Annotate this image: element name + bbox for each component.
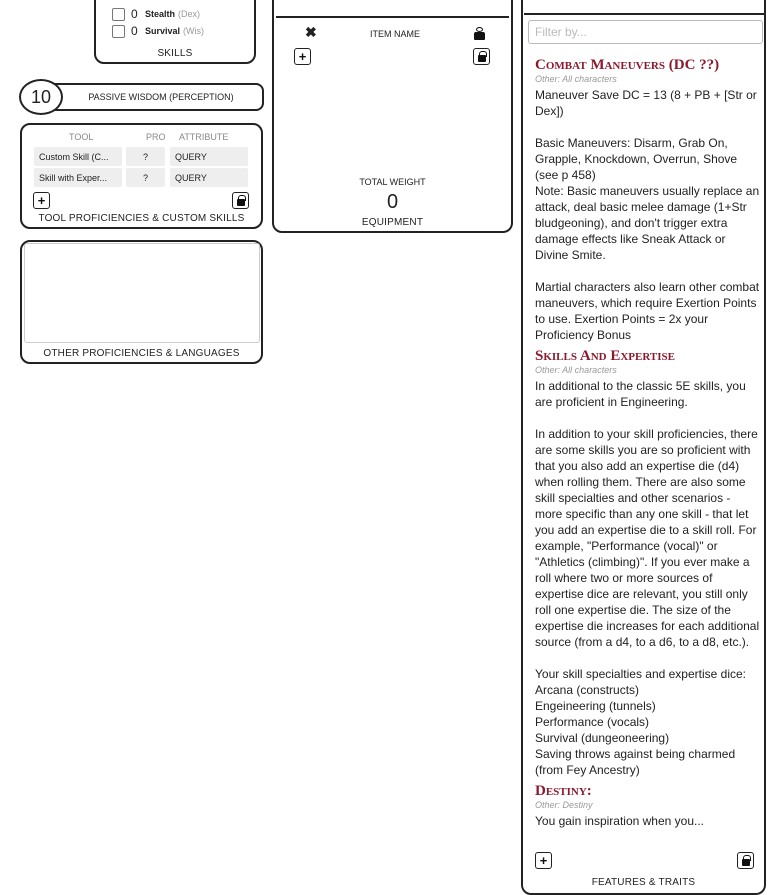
pro-column-header: PRO [146, 132, 166, 142]
feature-description: You gain inspiration when you... [535, 814, 705, 828]
lock-tools-button[interactable] [232, 192, 249, 209]
equipment-caption: EQUIPMENT [361, 217, 424, 228]
lock-features-button[interactable] [737, 852, 754, 869]
features-filter-input[interactable]: Filter by... [528, 20, 763, 44]
attribute-column-header: ATTRIBUTE [179, 132, 229, 142]
tool-attribute-cell[interactable]: QUERY [170, 147, 248, 166]
feature-item [535, 347, 761, 778]
skills-caption: SKILLS [157, 48, 193, 59]
feature-source: Other: All characters [535, 74, 617, 84]
feature-description: In additional to the classic 5E skills, you are proficient in Engineering. In addition to your skill proficiencies, there are some skills you are so proficient with that you also add an expertise die (d4) when rolling them. There are also some skill specialties and other scenarios - more specific than any one skill - that let you add an expertise die to a skill roll. For example, "Performance (vocal)" or "Athletics (climbing)". If you ever make a roll where two or more sources of expertise dice are relevant, you still only roll one expertise die. The size of the expertise die increases for each additional source (from a d4, to a d6, to a d8, etc.). Your skill specialties and expertise dice: Arcana (constructs) Engeineering (tunnels) Performance (vocals) Survival (dungeoneering) Saving throws against being charmed (from Fey Ancestry) [535, 379, 760, 777]
skill-attribute: (Dex) [178, 9, 201, 19]
tool-proficiencies-caption: TOOL PROFICIENCIES & CUSTOM SKILLS [38, 213, 245, 224]
lock-equipment-button[interactable] [473, 48, 490, 65]
skill-row-survival [112, 24, 204, 38]
features-top-divider [524, 13, 764, 15]
feature-item [535, 782, 761, 829]
skill-proficiency-checkbox[interactable] [112, 25, 125, 38]
tool-name-cell[interactable]: Custom Skill (C... [34, 147, 122, 166]
features-caption: FEATURES & TRAITS [591, 877, 696, 888]
feature-title[interactable]: Combat Maneuvers (DC ??) [535, 57, 720, 73]
feature-description: Maneuver Save DC = 13 (8 + PB + [Str or Dex]) Basic Maneuvers: Disarm, Grab On, Grapple, Knockdown, Overrun, Shove (see p 458) Note: Basic maneuvers usually replace an attack, deal basic melee damage (1+Str bludgeoning), and don't trigger extra damage effects like Sneak Attack or Divine Smite. Martial characters also learn other combat maneuvers, which require Exertion Points to use. Exertion Points = 2x your Proficiency Bonus [535, 88, 760, 342]
tool-attribute-cell[interactable]: QUERY [170, 168, 248, 187]
passive-wisdom-label: PASSIVE WISDOM (PERCEPTION) [48, 83, 264, 111]
skill-row-stealth [112, 7, 200, 21]
skill-value: 0 [131, 24, 138, 38]
total-weight-value: 0 [386, 191, 399, 213]
skill-value: 0 [131, 7, 138, 21]
item-name-header: ITEM NAME [370, 29, 421, 39]
add-item-button[interactable]: + [294, 48, 311, 65]
features-list [535, 52, 761, 829]
tool-pro-cell[interactable]: ? [126, 168, 165, 187]
passive-wisdom-value: 10 [19, 79, 63, 115]
total-weight-label: TOTAL WEIGHT [359, 177, 426, 187]
tool-name-cell[interactable]: Skill with Exper... [34, 168, 122, 187]
delete-column-icon: ✖ [305, 24, 317, 40]
weight-icon [474, 27, 485, 40]
lock-icon [742, 859, 750, 867]
feature-source: Other: All characters [535, 365, 617, 375]
lock-icon [237, 199, 245, 207]
add-tool-button[interactable]: + [33, 192, 50, 209]
tool-pro-cell[interactable]: ? [126, 147, 165, 166]
skill-proficiency-checkbox[interactable] [112, 8, 125, 21]
skill-name[interactable]: Stealth [145, 9, 176, 19]
skill-attribute: (Wis) [183, 26, 205, 36]
equipment-divider [276, 16, 509, 18]
add-feature-button[interactable]: + [535, 852, 552, 869]
feature-source: Other: Destiny [535, 800, 593, 810]
other-proficiencies-textarea[interactable] [24, 243, 260, 343]
skill-name[interactable]: Survival [145, 26, 181, 36]
feature-item [535, 56, 761, 343]
other-proficiencies-caption: OTHER PROFICIENCIES & LANGUAGES [43, 348, 240, 359]
tool-column-header: TOOL [69, 132, 94, 142]
feature-title[interactable]: Skills And Expertise [535, 348, 675, 364]
feature-title[interactable]: Destiny: [535, 783, 592, 799]
lock-icon [478, 55, 486, 63]
